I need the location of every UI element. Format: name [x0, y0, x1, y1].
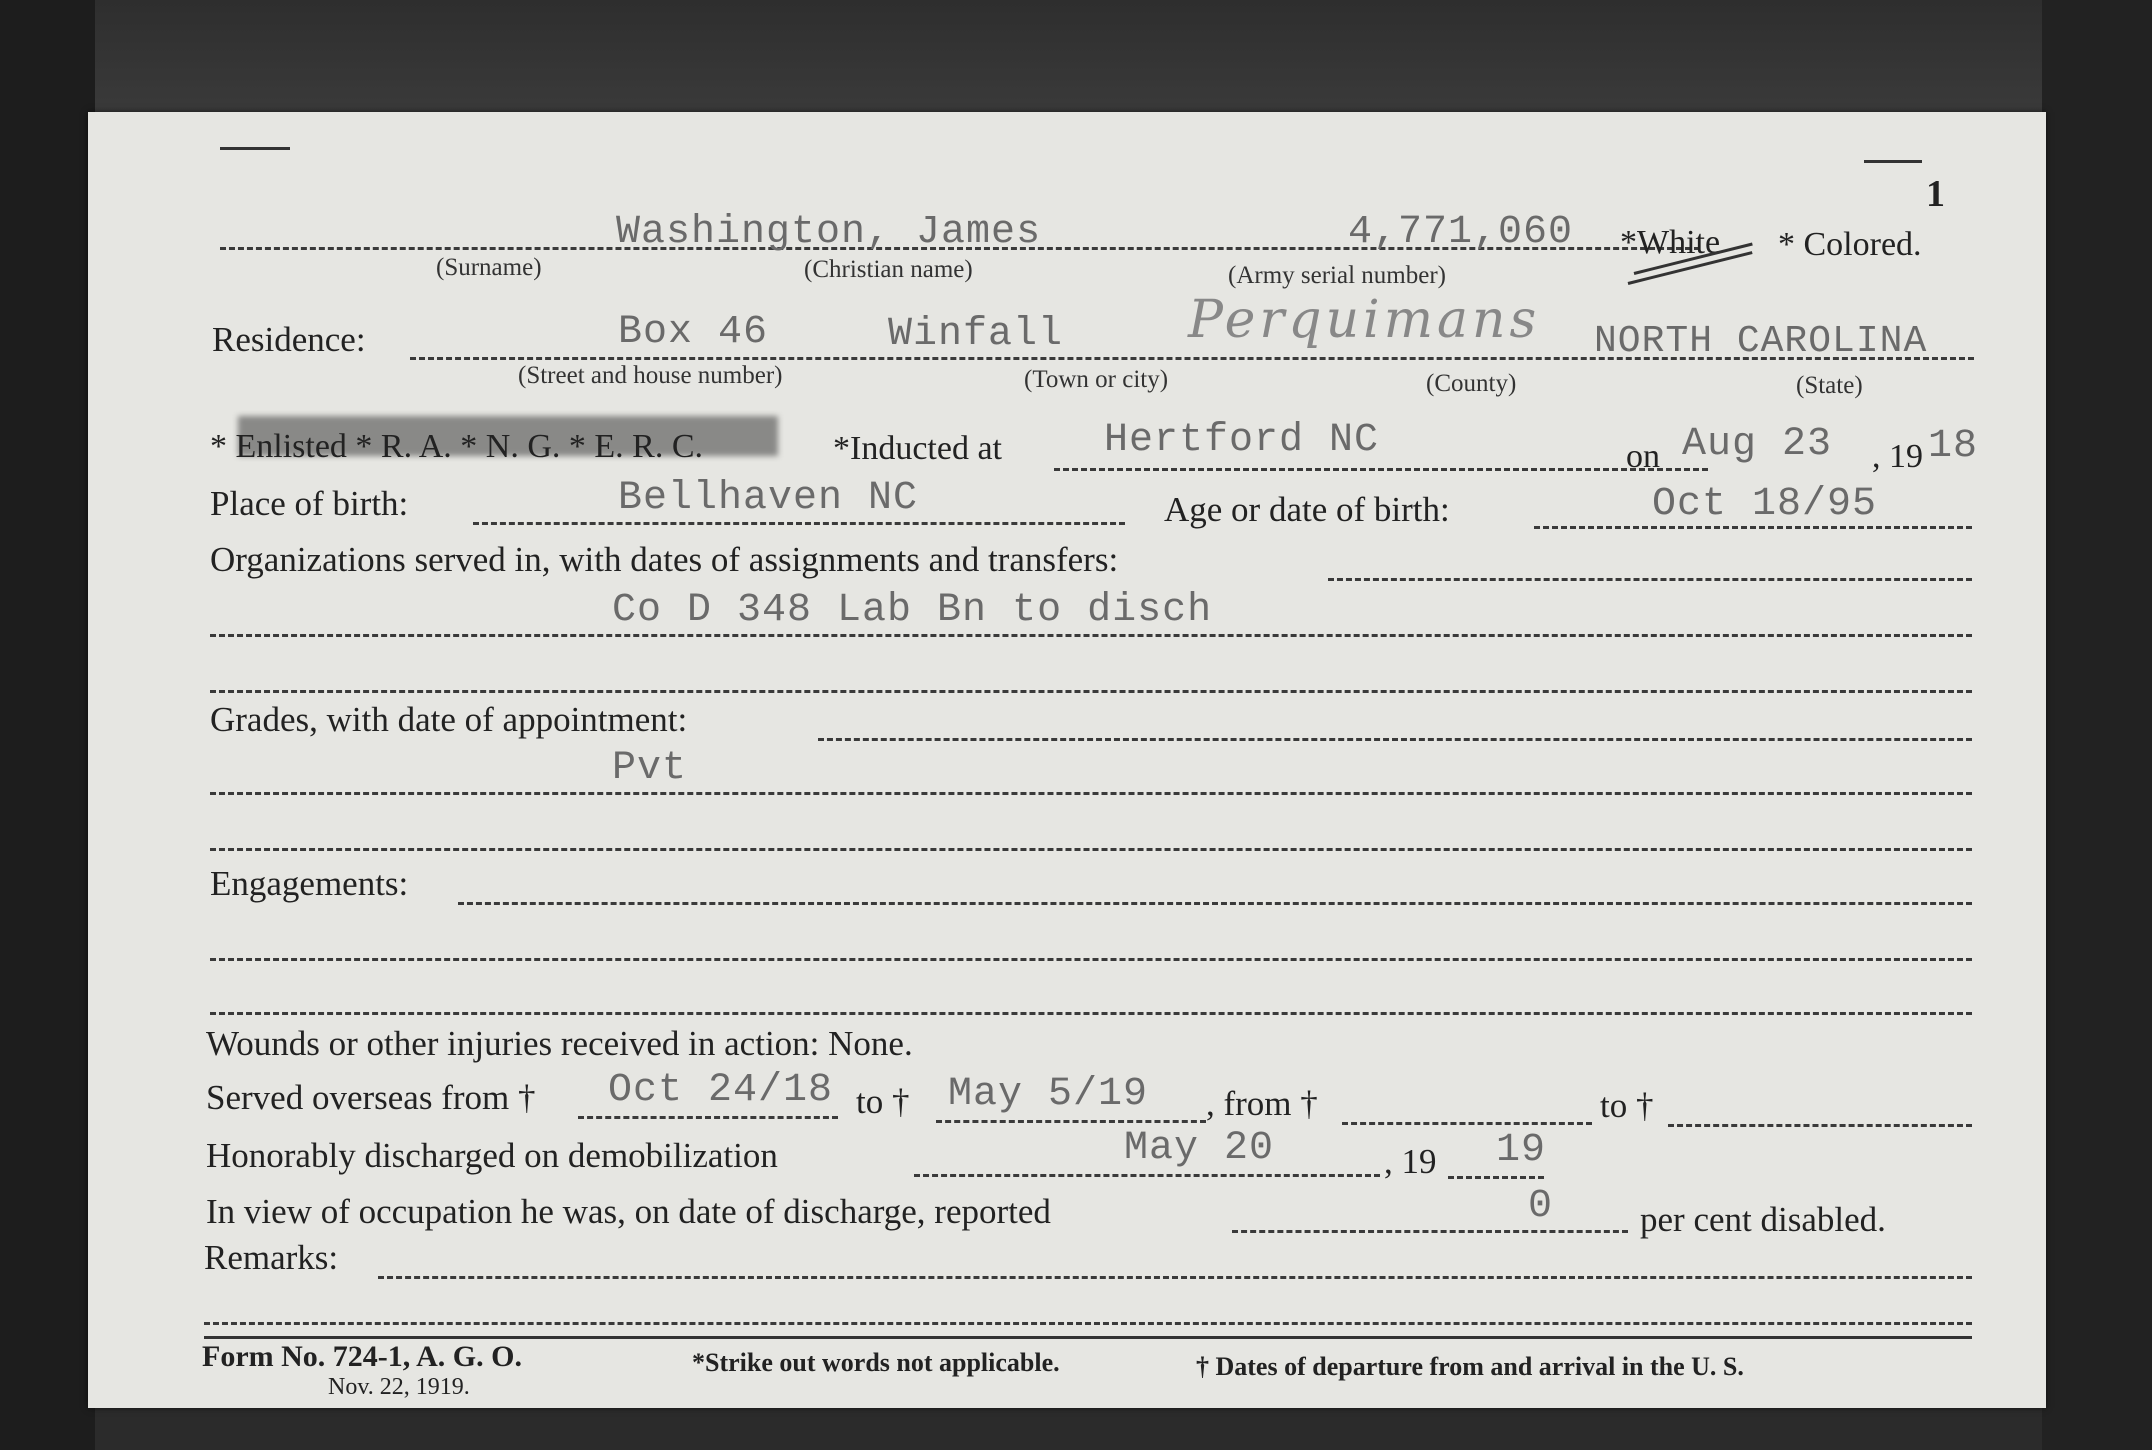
- induction-year: 18: [1928, 424, 1979, 469]
- discharge-label: Honorably discharged on demobilization: [206, 1136, 778, 1175]
- residence-street: Box 46: [618, 310, 769, 355]
- background-right: [2042, 0, 2152, 1450]
- discharge-year: 19: [1496, 1128, 1547, 1173]
- organizations-line-1: [1328, 578, 1972, 581]
- service-record-card: [88, 112, 2046, 1408]
- name-value: Washington, James: [616, 210, 1042, 255]
- overseas-from2-line: [1342, 1122, 1592, 1125]
- race-colored: * Colored.: [1778, 226, 1922, 263]
- place-of-birth-line: [473, 522, 1125, 525]
- christian-name-caption: (Christian name): [804, 256, 973, 283]
- form-number: Form No. 724-1, A. G. O.: [202, 1340, 522, 1373]
- overseas-to2-line: [1668, 1124, 1972, 1127]
- inducted-line: [1054, 468, 1708, 471]
- overseas-to-line: [936, 1120, 1206, 1123]
- induction-year-prefix: , 19: [1872, 438, 1923, 475]
- overseas-from-label: Served overseas from †: [206, 1078, 536, 1117]
- street-caption: (Street and house number): [518, 362, 783, 389]
- overseas-from-date: Oct 24/18: [608, 1068, 834, 1113]
- residence-state: NORTH CAROLINA: [1594, 320, 1928, 363]
- grades-line-3: [210, 848, 1972, 851]
- engagements-label: Engagements:: [210, 864, 409, 903]
- card-number-rule: [1864, 160, 1922, 163]
- remarks-line-1: [378, 1276, 1972, 1279]
- footer-rule: [204, 1336, 1972, 1339]
- engagements-line-2: [210, 958, 1972, 961]
- race-white: *White: [1620, 224, 1721, 261]
- form-date: Nov. 22, 1919.: [328, 1374, 470, 1400]
- engagements-line-3: [210, 1012, 1972, 1015]
- serial-value: 4,771,060: [1348, 210, 1574, 255]
- organizations-label: Organizations served in, with dates of assignments and transfers:: [210, 540, 1119, 579]
- inducted-at-value: Hertford NC: [1104, 418, 1380, 463]
- discharge-year-line: [1448, 1176, 1544, 1179]
- grades-line-1: [818, 738, 1972, 741]
- organizations-value: Co D 348 Lab Bn to disch: [612, 588, 1213, 633]
- state-caption: (State): [1796, 372, 1863, 399]
- remarks-line-2: [204, 1322, 1972, 1325]
- overseas-from2-label: , from †: [1206, 1084, 1318, 1123]
- birth-date-value: Oct 18/95: [1652, 482, 1878, 527]
- engagements-line-1: [458, 902, 1972, 905]
- disability-suffix: per cent disabled.: [1640, 1200, 1886, 1239]
- discharge-year-prefix: , 19: [1384, 1142, 1437, 1181]
- place-of-birth-value: Bellhaven NC: [618, 476, 919, 521]
- card-number: 1: [1926, 173, 1945, 215]
- residence-town: Winfall: [888, 312, 1064, 357]
- remarks-label: Remarks:: [204, 1238, 339, 1277]
- grades-line-2: [210, 792, 1972, 795]
- induction-date: Aug 23: [1682, 422, 1833, 467]
- town-caption: (Town or city): [1024, 366, 1169, 393]
- residence-label: Residence:: [212, 320, 366, 359]
- corner-rule: [220, 147, 290, 150]
- overseas-to-date: May 5/19: [948, 1072, 1149, 1117]
- disability-label: In view of occupation he was, on date of discharge, reported: [206, 1192, 1051, 1231]
- organizations-line-3: [210, 690, 1972, 693]
- inducted-label: *Inducted at: [833, 430, 1002, 467]
- wounds-text: Wounds or other injuries received in action: None.: [206, 1024, 913, 1063]
- age-label: Age or date of birth:: [1164, 490, 1450, 529]
- overseas-from-line: [578, 1116, 838, 1119]
- enlistment-options: * Enlisted * R. A. * N. G. * E. R. C.: [210, 428, 704, 465]
- overseas-to-label: to †: [856, 1082, 910, 1121]
- residence-county: Perquimans: [1188, 290, 1541, 350]
- on-label: on: [1626, 438, 1660, 475]
- surname-caption: (Surname): [436, 254, 542, 281]
- serial-caption: (Army serial number): [1228, 262, 1446, 289]
- disability-line: [1232, 1230, 1628, 1233]
- discharge-line: [914, 1174, 1380, 1177]
- organizations-line-2: [210, 634, 1972, 637]
- place-of-birth-label: Place of birth:: [210, 484, 409, 523]
- background-top: [0, 0, 2152, 112]
- background-left: [0, 0, 95, 1450]
- dates-note: † Dates of departure from and arrival in the U. S.: [1196, 1352, 1744, 1381]
- disability-value: 0: [1528, 1184, 1554, 1229]
- strike-out-note: *Strike out words not applicable.: [692, 1348, 1060, 1377]
- discharge-date: May 20: [1124, 1126, 1275, 1171]
- county-caption: (County): [1426, 370, 1517, 397]
- grades-label: Grades, with date of appointment:: [210, 700, 688, 739]
- overseas-to2-label: to †: [1600, 1086, 1654, 1125]
- grades-value: Pvt: [612, 746, 688, 791]
